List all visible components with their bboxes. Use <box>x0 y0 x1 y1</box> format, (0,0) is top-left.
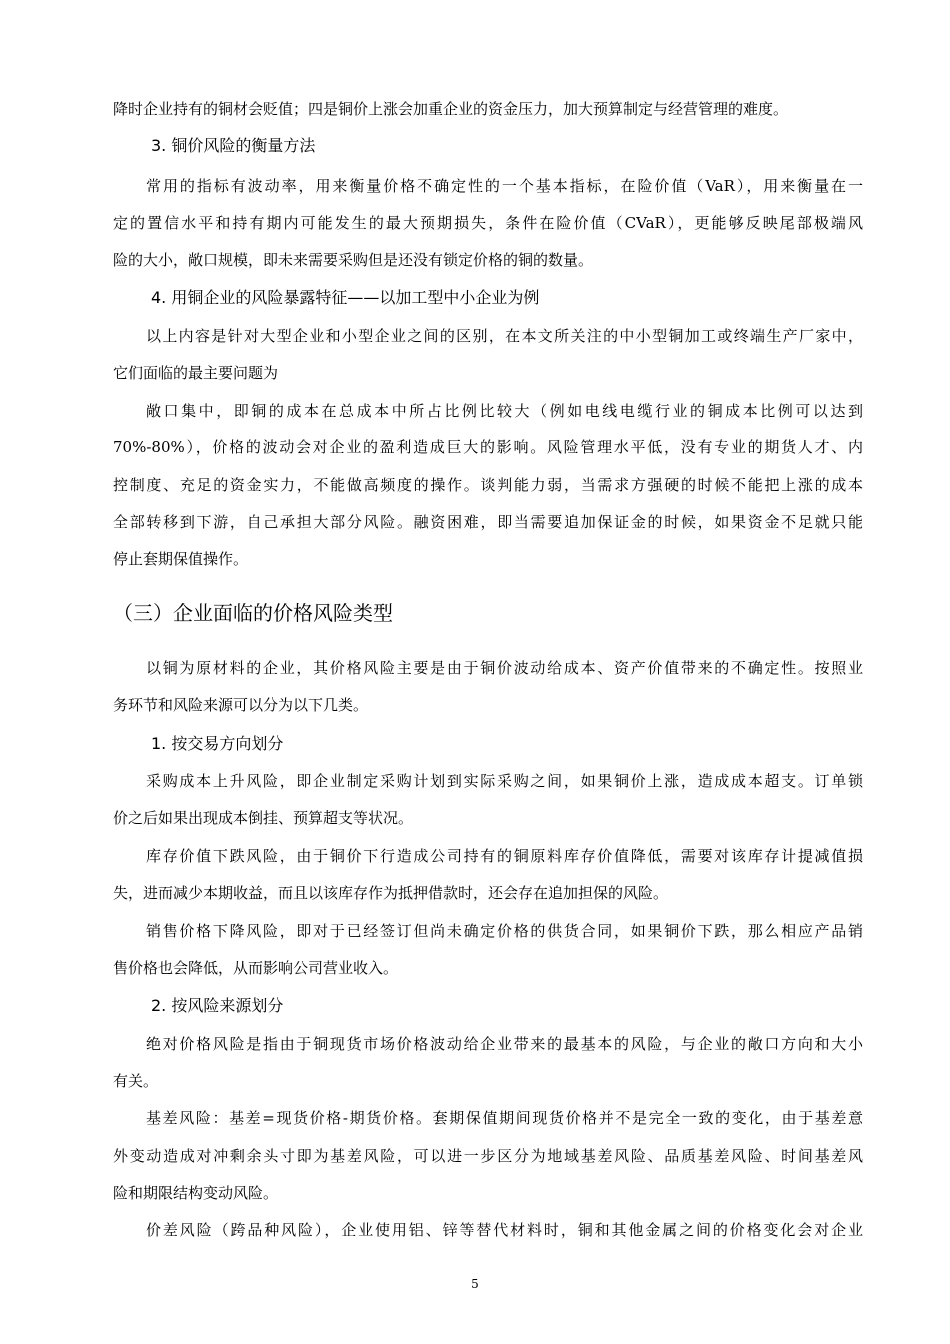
paragraph-line: 险的大小，敞口规模，即未来需要采购但是还没有锁定价格的铜的数量。 <box>113 251 594 269</box>
paragraph-line: 销售价格下降风险，即对于已经签订但尚未确定价格的供货合同，如果铜价下跌，那么相应产品销 <box>146 922 863 940</box>
paragraph-line: 绝对价格风险是指由于铜现货市场价格波动给企业带来的最基本的风险，与企业的敞口方向和大小 <box>146 1035 863 1053</box>
paragraph-line: 以铜为原材料的企业，其价格风险主要是由于铜价波动给成本、资产价值带来的不确定性。按照业 <box>146 659 863 677</box>
paragraph-line: 价之后如果出现成本倒挂、预算超支等状况。 <box>113 809 414 827</box>
section-heading-price-risk-types: （三）企业面临的价格风险类型 <box>113 601 393 625</box>
paragraph-line: 降时企业持有的铜材会贬值；四是铜价上涨会加重企业的资金压力，加大预算制定与经营管理的难度。 <box>113 100 789 118</box>
subheading-by-risk-source: 2. 按风险来源划分 <box>151 996 284 1015</box>
paragraph-line: 外变动造成对冲剩余头寸即为基差风险，可以进一步区分为地域基差风险、品质基差风险、时间基差风 <box>113 1147 863 1165</box>
page-number: 5 <box>471 1277 479 1291</box>
paragraph-line: 敞口集中，即铜的成本在总成本中所占比例比较大（例如电线电缆行业的铜成本比例可以达到 <box>146 402 863 420</box>
subheading-by-trade-direction: 1. 按交易方向划分 <box>151 734 284 753</box>
paragraph-line: 失，进而减少本期收益，而且以该库存作为抵押借款时，还会存在追加担保的风险。 <box>113 884 669 902</box>
paragraph-line: 价差风险（跨品种风险），企业使用铝、锌等替代材料时，铜和其他金属之间的价格变化会对企业 <box>146 1221 863 1239</box>
paragraph-line: 库存价值下跌风险，由于铜价下行造成公司持有的铜原料库存价值降低，需要对该库存计提减值损 <box>146 847 863 865</box>
paragraph-line: 基差风险：基差=现货价格-期货价格。套期保值期间现货价格并不是完全一致的变化，由于基差意 <box>146 1109 863 1127</box>
paragraph-line: 70%-80%），价格的波动会对企业的盈利造成巨大的影响。风险管理水平低，没有专业的期货人才、内 <box>113 438 863 456</box>
paragraph-line: 有关。 <box>113 1072 159 1090</box>
subheading-measurement-methods: 3. 铜价风险的衡量方法 <box>151 136 316 155</box>
paragraph-line: 它们面临的最主要问题为 <box>113 364 279 382</box>
paragraph-line: 售价格也会降低，从而影响公司营业收入。 <box>113 959 399 977</box>
paragraph-line: 停止套期保值操作。 <box>113 550 249 568</box>
paragraph-line: 以上内容是针对大型企业和小型企业之间的区别，在本文所关注的中小型铜加工或终端生产厂家中， <box>146 327 863 345</box>
paragraph-line: 控制度、充足的资金实力，不能做高频度的操作。谈判能力弱，当需求方强硬的时候不能把上涨的成本 <box>113 476 863 494</box>
paragraph-line: 务环节和风险来源可以分为以下几类。 <box>113 696 369 714</box>
paragraph-line: 定的置信水平和持有期内可能发生的最大预期损失，条件在险价值（CVaR），更能够反映尾部极端风 <box>113 214 863 232</box>
subheading-exposure-characteristics: 4. 用铜企业的风险暴露特征——以加工型中小企业为例 <box>151 288 540 307</box>
paragraph-line: 常用的指标有波动率，用来衡量价格不确定性的一个基本指标，在险价值（VaR），用来衡量在一 <box>146 177 863 195</box>
paragraph-line: 全部转移到下游，自己承担大部分风险。融资困难，即当需要追加保证金的时候，如果资金不足就只能 <box>113 513 863 531</box>
paragraph-line: 险和期限结构变动风险。 <box>113 1184 279 1202</box>
paragraph-line: 采购成本上升风险，即企业制定采购计划到实际采购之间，如果铜价上涨，造成成本超支。订单锁 <box>146 772 863 790</box>
